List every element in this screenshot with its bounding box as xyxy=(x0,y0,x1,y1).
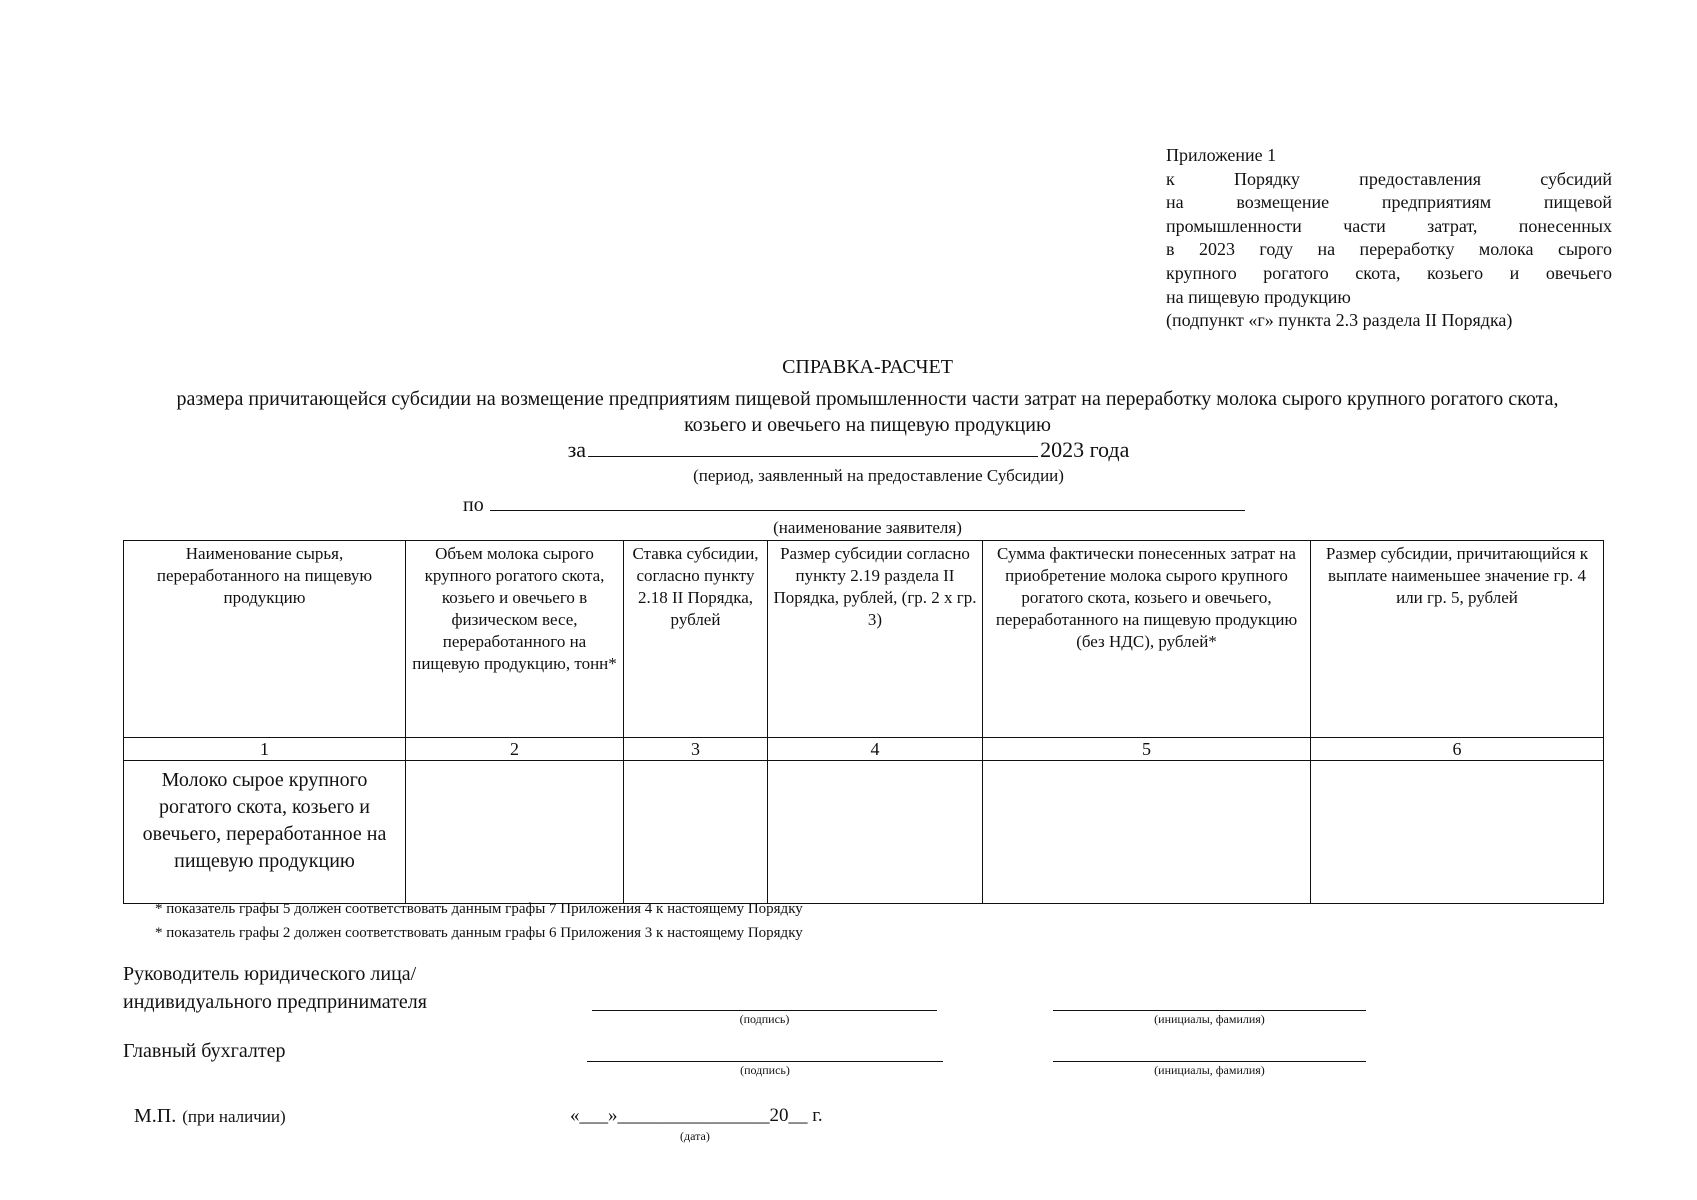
stamp-label: М.П. xyxy=(134,1105,177,1127)
rate-cell[interactable] xyxy=(624,761,768,904)
table-header-cell: Наименование сырья, переработанного на пищевую продукцию xyxy=(124,541,406,738)
applicant-field[interactable] xyxy=(490,492,1245,511)
column-number: 1 xyxy=(124,738,406,761)
appendix-line: на пищевую продукцию xyxy=(1166,286,1351,307)
applicant-line xyxy=(463,492,1245,517)
table-number-row xyxy=(124,738,1604,761)
calculation-table xyxy=(123,540,1604,904)
appendix-line: крупного рогатого скота, козьего и овечьего xyxy=(1166,262,1612,283)
column-number: 4 xyxy=(768,738,983,761)
table-header-cell: Объем молока сырого крупного рогатого скота, козьего и овечьего в физическом весе, переработанного на пищевую продукцию, тонн* xyxy=(406,541,624,738)
name-caption: (инициалы, фамилия) xyxy=(1154,1012,1265,1026)
table-header-cell: Сумма фактически понесенных затрат на приобретение молока сырого крупного рогатого скота, козьего и овечьего, переработанного на пищевую продукцию (без НДС), рублей* xyxy=(983,541,1311,738)
name-caption: (инициалы, фамилия) xyxy=(1154,1063,1265,1077)
appendix-line: на возмещение предприятиям пищевой xyxy=(1166,192,1612,213)
applicant-prefix: по xyxy=(463,494,484,516)
accountant-label: Главный бухгалтер xyxy=(123,1040,286,1062)
signature-caption: (подпись) xyxy=(740,1063,790,1077)
head-label-line: Руководитель юридического лица/ xyxy=(123,963,417,985)
stamp-note: (при наличии) xyxy=(182,1107,286,1126)
date-field[interactable]: «___»________________20__ г. xyxy=(570,1105,823,1126)
stamp-place xyxy=(134,1105,286,1128)
head-label-line: индивидуального предпринимателя xyxy=(123,991,427,1013)
actual-costs-cell[interactable] xyxy=(983,761,1311,904)
accountant-signature-field[interactable] xyxy=(587,1061,943,1062)
column-number: 3 xyxy=(624,738,768,761)
appendix-title: Приложение 1 xyxy=(1166,145,1277,165)
footnote: * показатель графы 5 должен соответствовать данным графы 7 Приложения 4 к настоящему Порядку xyxy=(155,901,803,917)
table-header-cell: Размер субсидии, причитающийся к выплате наименьшее значение гр. 4 или гр. 5, рублей xyxy=(1311,541,1604,738)
table-header-cell: Ставка субсидии, согласно пункту 2.18 II Порядка, рублей xyxy=(624,541,768,738)
table-header-row xyxy=(124,541,1604,738)
raw-material-name: Молоко сырое крупного рогатого скота, козьего и овечьего, переработанное на пищевую продукцию xyxy=(124,761,406,904)
head-name-field[interactable] xyxy=(1053,1010,1366,1011)
volume-cell[interactable] xyxy=(406,761,624,904)
period-suffix: 2023 года xyxy=(1040,437,1130,462)
appendix-line: в 2023 году на переработку молока сырого xyxy=(1166,239,1612,260)
appendix-line: промышленности части затрат, понесенных xyxy=(1166,215,1612,236)
period-prefix: за xyxy=(567,437,587,462)
table-header-cell: Размер субсидии согласно пункту 2.19 раздела II Порядка, рублей, (гр. 2 х гр. 3) xyxy=(768,541,983,738)
document-subtitle: размера причитающейся субсидии на возмещение предприятиям пищевой промышленности части затрат на переработку молока сырого крупного рогатого скота, козьего и овечьего на пищевую продукцию xyxy=(176,388,1559,436)
appendix-block xyxy=(1166,144,1612,333)
head-signature-label xyxy=(123,960,427,1016)
subsidy-payable-cell[interactable] xyxy=(1311,761,1604,904)
period-caption: (период, заявленный на предоставление Субсидии) xyxy=(693,466,1064,485)
subsidy-size-cell[interactable] xyxy=(768,761,983,904)
head-signature-field[interactable] xyxy=(592,1010,937,1011)
date-caption: (дата) xyxy=(680,1129,710,1143)
document-title: СПРАВКА-РАСЧЕТ xyxy=(782,356,953,378)
period-line xyxy=(0,436,1697,463)
table-row xyxy=(124,761,1604,904)
column-number: 5 xyxy=(983,738,1311,761)
accountant-name-field[interactable] xyxy=(1053,1061,1366,1062)
footnote: * показатель графы 2 должен соответствовать данным графы 6 Приложения 3 к настоящему Порядку xyxy=(155,925,803,941)
appendix-line: к Порядку предоставления субсидий xyxy=(1166,168,1612,189)
signature-caption: (подпись) xyxy=(739,1012,790,1026)
column-number: 6 xyxy=(1311,738,1604,761)
applicant-caption: (наименование заявителя) xyxy=(773,518,962,537)
column-number: 2 xyxy=(406,738,624,761)
appendix-reference: (подпункт «г» пункта 2.3 раздела II Порядка) xyxy=(1166,310,1513,331)
period-field[interactable] xyxy=(588,436,1038,457)
